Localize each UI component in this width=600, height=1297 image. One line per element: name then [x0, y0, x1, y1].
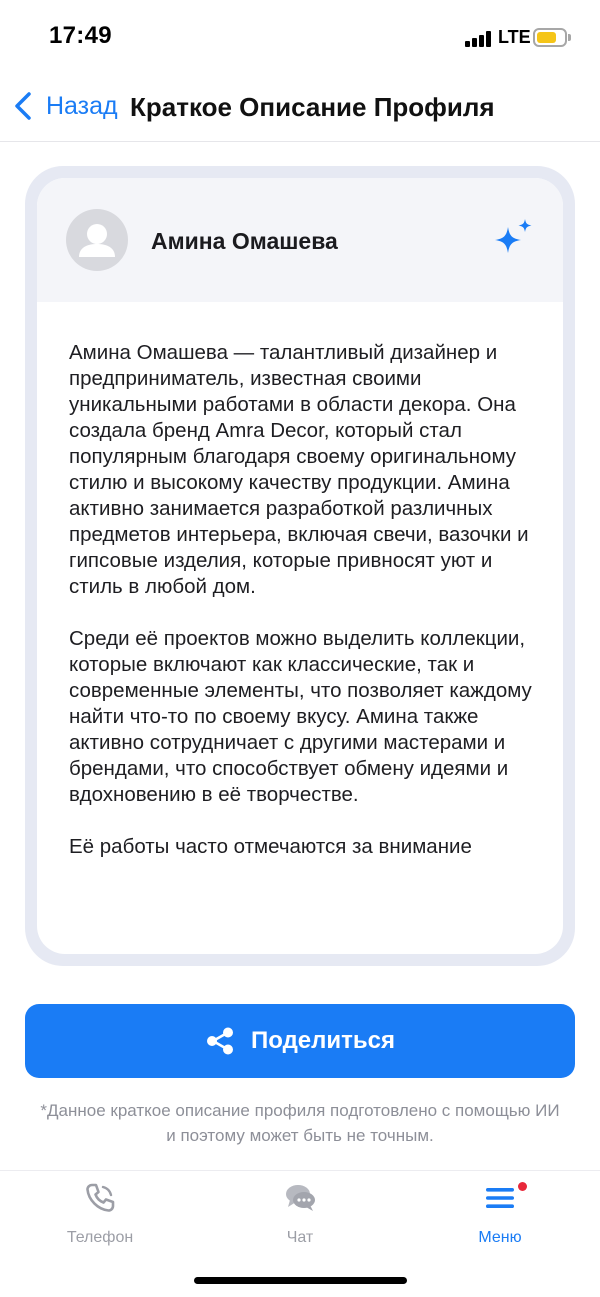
chat-icon [283, 1181, 317, 1215]
tab-chat[interactable] [230, 1181, 370, 1251]
page-title: Краткое Описание Профиля [130, 92, 495, 122]
share-label: Поделиться [250, 1027, 396, 1054]
card-header [37, 178, 563, 302]
ai-sparkle-icon[interactable] [489, 216, 537, 264]
phone-icon [83, 1181, 117, 1215]
back-button[interactable] [12, 88, 118, 124]
share-button[interactable] [25, 1004, 575, 1078]
network-type: LTE [498, 27, 531, 47]
tab-label: Меню [478, 1229, 522, 1246]
tab-menu[interactable] [430, 1181, 570, 1251]
tab-phone[interactable] [30, 1181, 170, 1251]
share-icon [205, 1026, 235, 1056]
profile-name: Амина Омашева [151, 228, 338, 254]
bio-paragraph: Её работы часто отмечаются за внимание [69, 835, 472, 858]
chevron-left-icon [12, 91, 34, 121]
status-bar [0, 0, 600, 74]
avatar [66, 209, 128, 271]
card-body [37, 178, 563, 954]
bio-paragraph: Амина Омашева — талантливый дизайнер и предприниматель, известная своими уникальными работами в области декора. Она создала бренд Amra Decor, который стал популярным благодаря своему оригинальному стилю и высокому качеству продукции. Амина активно занимается разработкой различных предметов интерьера, включая свечи, вазочки и гипсовые изделия, которые привносят уют и стиль в любой дом. [69, 341, 529, 598]
ai-disclaimer: *Данное краткое описание профиля подготовлено с помощью ИИ и поэтому может быть не точным. [40, 1101, 560, 1145]
signal-icon [465, 31, 493, 47]
user-icon [66, 209, 128, 271]
battery-tip [568, 34, 571, 41]
tab-label: Чат [286, 1229, 314, 1246]
status-time: 17:49 [49, 22, 112, 49]
bio-paragraph: Среди её проектов можно выделить коллекции, которые включают как классические, так и современные элементы, что позволяет каждому найти что-то по своему вкусу. Амина также активно сотрудничает с другими мастерами и брендами, что способствует обмену идеями и вдохновению в её творчестве. [69, 627, 532, 806]
battery-icon [533, 28, 567, 47]
tab-label: Телефон [66, 1229, 134, 1246]
profile-summary-card [25, 166, 575, 966]
home-indicator [194, 1277, 407, 1284]
nav-bar [0, 74, 600, 142]
back-label: Назад [46, 91, 118, 120]
menu-icon [483, 1181, 517, 1215]
notification-dot [518, 1182, 527, 1191]
profile-bio [69, 340, 539, 930]
